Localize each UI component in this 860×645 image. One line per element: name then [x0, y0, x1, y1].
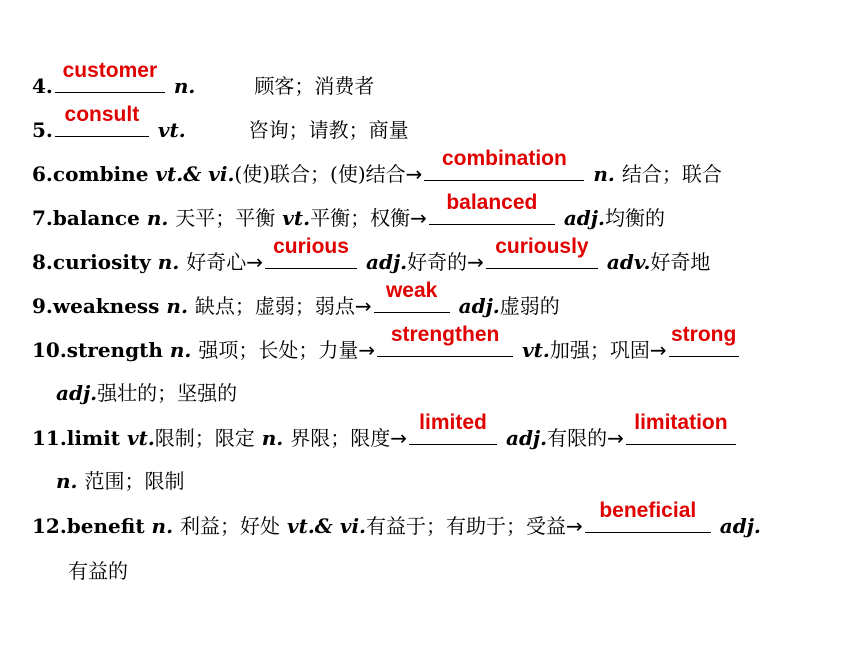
part-of-speech: n.: [151, 514, 174, 538]
part-of-speech: n.: [173, 74, 196, 98]
part-of-speech: vt.& vi.: [155, 162, 235, 186]
meaning: 平衡；权衡: [310, 206, 411, 230]
answer-blank: [424, 147, 584, 181]
answer-text: combination: [441, 147, 567, 170]
item-7: 7.balance n. 天平；平衡 vt.平衡；权衡→ balanced adj.均衡的: [32, 202, 665, 233]
part-of-speech: n.: [56, 469, 78, 493]
answer-text: curiously: [495, 235, 589, 258]
answer-blank: [265, 235, 357, 269]
meaning: 顾客；消费者: [254, 74, 375, 98]
arrow-icon: →: [607, 426, 624, 450]
part-of-speech: n.: [169, 338, 192, 362]
answer-blank: [429, 191, 555, 225]
item-8: 8.curiosity n. 好奇心→ curious adj.好奇的→ curiously adv.好奇地: [32, 246, 710, 277]
part-of-speech: n.: [593, 162, 615, 186]
answer-text: strong: [670, 323, 737, 346]
answer-blank: [409, 411, 497, 445]
answer-blank: [486, 235, 598, 269]
part-of-speech: vt.: [522, 338, 550, 362]
answer-text: limitation: [634, 411, 728, 434]
part-of-speech: vt.: [126, 426, 155, 450]
meaning: 有益于；有助于；受益: [366, 514, 567, 538]
meaning: 有限的: [547, 426, 608, 450]
meaning: 好奇心: [186, 250, 247, 274]
item-10-continued: [56, 378, 237, 408]
answer-blank: [669, 323, 739, 357]
meaning: 范围；限制: [84, 469, 185, 493]
arrow-icon: →: [358, 338, 376, 362]
part-of-speech: adj.: [563, 206, 605, 230]
arrow-icon: →: [649, 338, 667, 362]
part-of-speech: adv.: [606, 250, 651, 274]
part-of-speech: n.: [146, 206, 169, 230]
arrow-icon: →: [410, 206, 427, 230]
word: balance: [52, 206, 140, 230]
meaning: 限制；限定: [154, 426, 255, 450]
meaning: 天平；平衡: [175, 206, 276, 230]
item-11-continued: [56, 466, 184, 496]
answer-text: weak: [385, 279, 438, 302]
arrow-icon: →: [390, 426, 408, 450]
item-9: 9.weakness n. 缺点；虚弱；弱点→ weak adj.虚弱的: [32, 290, 560, 321]
answer-blank: [55, 103, 149, 137]
meaning: 好奇的: [407, 250, 468, 274]
answer-blank: [55, 59, 165, 93]
word: weakness: [52, 294, 160, 318]
answer-blank: [585, 499, 711, 533]
word: benefit: [66, 514, 145, 538]
answer-text: strengthen: [390, 323, 500, 346]
meaning: 结合；联合: [621, 162, 722, 186]
answer-text: balanced: [446, 191, 538, 214]
part-of-speech: n.: [157, 250, 180, 274]
part-of-speech: vt.: [282, 206, 311, 230]
answer-text: beneficial: [599, 499, 697, 522]
arrow-icon: →: [405, 162, 423, 186]
arrow-icon: →: [246, 250, 264, 274]
item-12: 12.benefit n. 利益；好处 vt.& vi.有益于；有助于；受益→ beneficial adj.: [32, 510, 761, 541]
meaning: 加强；巩固: [549, 338, 650, 362]
word: curiosity: [52, 250, 151, 274]
meaning: 界限；限度: [290, 426, 391, 450]
meaning: 虚弱的: [499, 294, 560, 318]
part-of-speech: adj.: [719, 514, 761, 538]
meaning: (使)联合；(使)结合: [234, 162, 406, 186]
item-12-continued: [68, 556, 128, 586]
word: strength: [66, 338, 163, 362]
item-4: 4. customer n. 顾客；消费者: [32, 70, 374, 101]
word: combine: [52, 162, 149, 186]
answer-blank: [374, 279, 450, 313]
part-of-speech: n.: [261, 426, 284, 450]
part-of-speech: vt.& vi.: [286, 514, 367, 538]
part-of-speech: vt.: [157, 118, 186, 142]
meaning: 强项；长处；力量: [198, 338, 359, 362]
item-11: 11.limit vt.限制；限定 n. 界限；限度→ limited adj.有限的→ limitation: [32, 422, 738, 453]
answer-blank: [626, 411, 736, 445]
answer-text: curious: [273, 235, 349, 258]
meaning: 利益；好处: [180, 514, 281, 538]
item-6: 6.combine vt.& vi.(使)联合；(使)结合→ combination n. 结合；联合: [32, 158, 722, 189]
part-of-speech: adj.: [458, 294, 500, 318]
answer-text: consult: [64, 103, 140, 126]
part-of-speech: adj.: [56, 381, 98, 405]
meaning: 好奇地: [650, 250, 711, 274]
arrow-icon: →: [467, 250, 484, 274]
answer-text: limited: [419, 411, 487, 434]
part-of-speech: n.: [166, 294, 188, 318]
item-10: 10.strength n. 强项；长处；力量→ strengthen vt.加强；巩固→ strong: [32, 334, 741, 365]
meaning: 缺点；虚弱；弱点: [194, 294, 355, 318]
word: limit: [66, 426, 120, 450]
answer-text: customer: [62, 59, 158, 82]
meaning: 咨询；请教；商量: [248, 118, 409, 142]
meaning: 强壮的；坚强的: [97, 381, 238, 405]
part-of-speech: adj.: [366, 250, 408, 274]
meaning: 有益的: [68, 559, 128, 583]
item-5: 5. consult vt. 咨询；请教；商量: [32, 114, 409, 145]
part-of-speech: adj.: [505, 426, 548, 450]
answer-blank: [377, 323, 513, 357]
arrow-icon: →: [566, 514, 583, 538]
arrow-icon: →: [354, 294, 372, 318]
meaning: 均衡的: [604, 206, 665, 230]
